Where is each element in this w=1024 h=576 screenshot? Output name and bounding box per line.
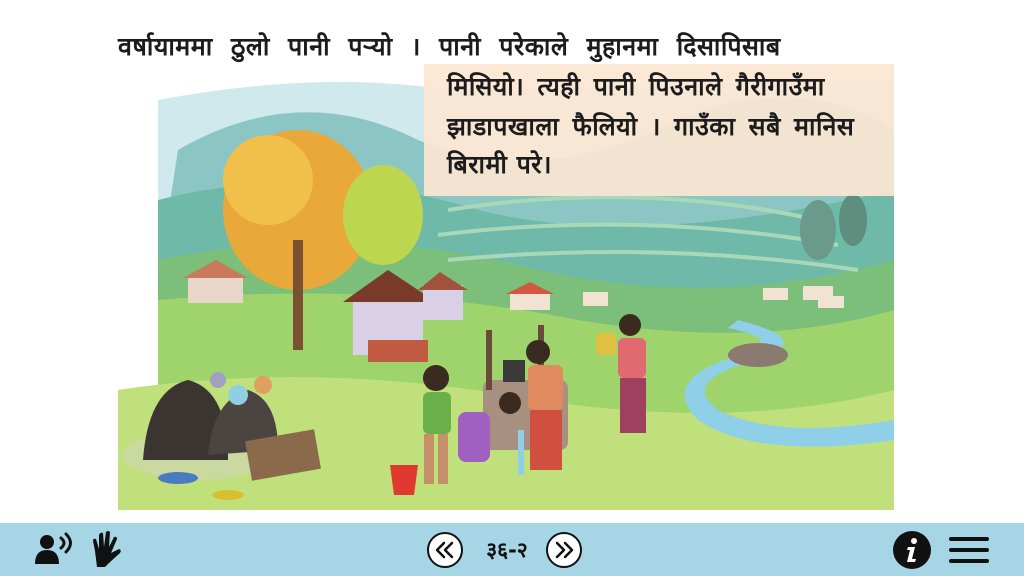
story-text-line-1: वर्षायाममा ठुलो पानी पऱ्यो । पानी परेकाले मुहानमा दिसापिसाब — [118, 32, 781, 61]
hamburger-menu-icon — [947, 533, 991, 567]
sign-language-icon — [89, 529, 123, 569]
bottom-toolbar — [0, 523, 1024, 576]
story-text-line-3: झाडापखाला फैलियो । गाउँका सबै मानिस — [447, 112, 855, 141]
story-text-line-4: बिरामी परे। — [447, 150, 552, 179]
next-page-button[interactable] — [545, 531, 583, 569]
story-text-line-2: मिसियो। त्यही पानी पिउनाले गैरीगाउँमा — [447, 72, 825, 101]
page-number: ३६-२ — [486, 538, 528, 562]
double-chevron-right-icon — [545, 531, 583, 569]
menu-button[interactable] — [946, 532, 992, 568]
info-icon — [892, 530, 932, 570]
speaker-person-icon — [33, 532, 77, 566]
sign-language-button[interactable] — [88, 529, 124, 569]
audio-button[interactable] — [32, 531, 78, 567]
info-button[interactable] — [892, 530, 932, 570]
double-chevron-left-icon — [426, 531, 464, 569]
previous-page-button[interactable] — [426, 531, 464, 569]
